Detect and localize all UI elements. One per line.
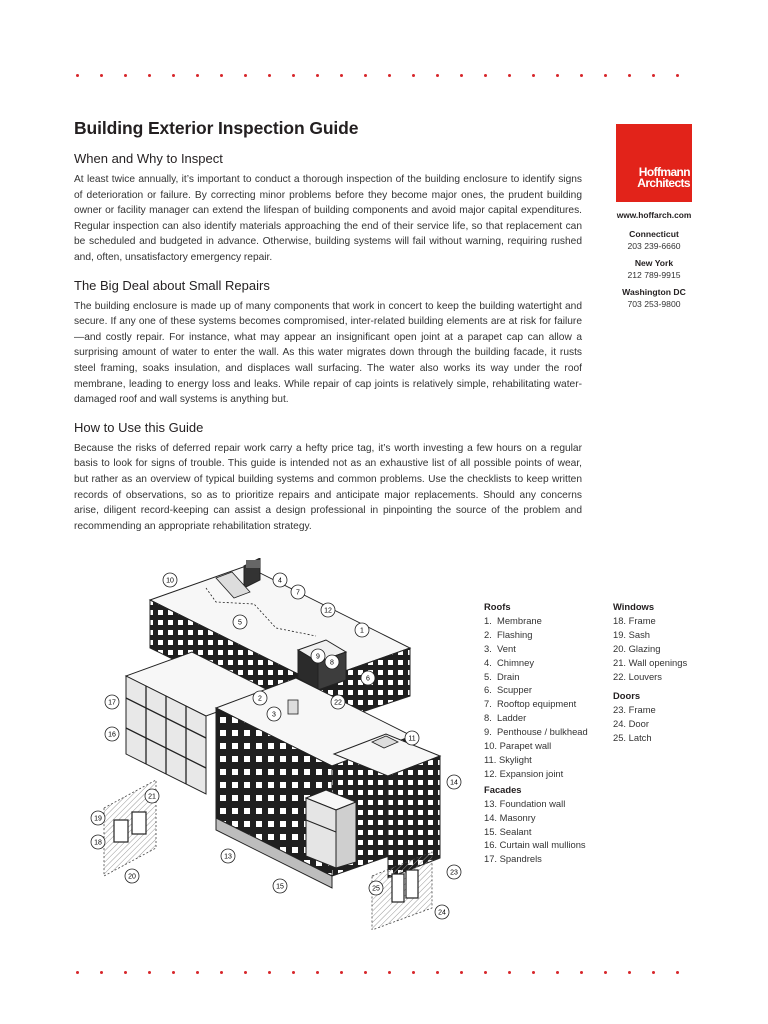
callout-label: 23 (450, 869, 458, 877)
callout-9 (311, 649, 325, 663)
entry-vestibule (306, 790, 356, 868)
dot (100, 971, 103, 974)
dot (364, 971, 367, 974)
callout-label: 8 (330, 659, 334, 667)
legend-item: 8. Ladder (484, 712, 527, 724)
hoffmann-architects-logo (616, 124, 692, 202)
callout-8 (325, 655, 339, 669)
legend-item: 25. Latch (613, 732, 652, 744)
dot (364, 74, 367, 77)
dot (652, 74, 655, 77)
legend-item: 11. Skylight (484, 753, 532, 765)
callout-label: 25 (372, 885, 380, 893)
callout-label: 4 (278, 577, 282, 585)
dot (628, 74, 631, 77)
legend-item: 23. Frame (613, 704, 656, 716)
dot (604, 74, 607, 77)
dot (460, 971, 463, 974)
callout-label: 13 (224, 853, 232, 861)
dot (388, 971, 391, 974)
dot (652, 971, 655, 974)
legend-item: 22. Louvers (613, 670, 662, 682)
callout-label: 14 (450, 779, 458, 787)
dot (292, 971, 295, 974)
callout-label: 10 (166, 577, 174, 585)
dot (196, 971, 199, 974)
legend-item: 15. Sealant (484, 825, 532, 837)
callout-12 (321, 603, 335, 617)
callout-label: 24 (438, 909, 446, 917)
callout-label: 20 (128, 873, 136, 881)
dot (316, 74, 319, 77)
dot (148, 971, 151, 974)
callout-15 (273, 879, 287, 893)
office-city: New York (634, 258, 674, 268)
callout-label: 15 (276, 883, 284, 891)
dot (436, 971, 439, 974)
dot (388, 74, 391, 77)
legend-list-doors (613, 703, 687, 745)
legend-item: 6. Scupper (484, 684, 532, 696)
dot (556, 971, 559, 974)
page-title: Building Exterior Inspection Guide (74, 118, 359, 138)
logo-line-2: Architects (637, 176, 690, 190)
dot (268, 971, 271, 974)
legend-item: 2. Flashing (484, 628, 533, 640)
legend-item: 13. Foundation wall (484, 797, 566, 809)
dot (220, 971, 223, 974)
dot (316, 971, 319, 974)
callout-16 (105, 727, 119, 741)
legend-list-roofs (484, 614, 588, 781)
callout-22 (331, 695, 345, 709)
office-city: Washington DC (622, 287, 686, 297)
callout-label: 9 (316, 653, 320, 661)
section-heading-when-why: When and Why to Inspect (74, 151, 223, 166)
dot (292, 74, 295, 77)
callout-label: 16 (108, 731, 116, 739)
office-phone: 703 253-9800 (627, 299, 681, 309)
dot (340, 74, 343, 77)
dot (508, 74, 511, 77)
callout-label: 3 (272, 711, 276, 719)
office-phone: 203 239-6660 (627, 241, 681, 251)
section-body-how-to-use: Because the risks of deferred repair work carry a hefty price tag, it’s worth investing a few hours on a regular basis to look for signs of trouble. This guide is intended not as an exhaustive list of all possible points of wear, but rather as an overview of typical building systems and common problems. Use the checklists to keep written records of observations, so as to prioritize repairs and anticipate major replacements. Should any concerns arise, diligent record-keeping can assist a design professional in pinpointing the source of the problem and recommending an appropriate rehabilitation strategy. (74, 442, 582, 532)
callout-11 (405, 731, 419, 745)
dot (172, 74, 175, 77)
legend-heading-facades: Facades (484, 783, 522, 795)
legend-item: 7. Rooftop equipment (484, 698, 577, 710)
callout-label: 7 (296, 589, 300, 597)
dot (124, 971, 127, 974)
callout-21 (145, 789, 159, 803)
section-heading-small-repairs: The Big Deal about Small Repairs (74, 277, 270, 293)
callout-label: 2 (258, 695, 262, 703)
dot (676, 971, 679, 974)
legend-item: 10. Parapet wall (484, 740, 552, 752)
dot (436, 74, 439, 77)
dot (244, 74, 247, 77)
legend-item: 19. Sash (613, 628, 651, 640)
website-link[interactable]: www.hoffarch.com (616, 210, 692, 220)
legend-windows-doors (613, 600, 687, 745)
legend-item: 1. Membrane (484, 614, 542, 626)
callout-24 (435, 905, 449, 919)
callout-label: 1 (360, 627, 364, 635)
legend-item: 20. Glazing (613, 642, 661, 654)
dot (604, 971, 607, 974)
callout-25 (369, 881, 383, 895)
section-body-small-repairs: The building enclosure is made up of many components that work in concert to keep the building watertight and secure. If any one of these systems becomes compromised, inter-related building elements are at risk for failure—and costly repair. For instance, what may appear an insignificant open joint at a parapet cap can allow a surprising amount of water to enter the wall. As this water migrates down through the building facade, it rusts steel framing, soaks insulation, and displaces wall surfacing. The water also works its way under the roof membrane, leading to energy loss and leaks. While repair of cap joints is relatively simple, rehabilitating water-damaged roof and wall systems is anything but. (74, 300, 582, 406)
dot (412, 971, 415, 974)
callout-4 (273, 573, 287, 587)
callout-3 (267, 707, 281, 721)
dot (580, 971, 583, 974)
callout-label: 12 (324, 607, 332, 615)
dot (124, 74, 127, 77)
callout-6 (361, 671, 375, 685)
callout-label: 11 (408, 735, 416, 743)
callout-7 (291, 585, 305, 599)
dot (244, 971, 247, 974)
legend-roofs-facades (484, 600, 588, 866)
legend-item: 5. Drain (484, 670, 520, 682)
dot (460, 74, 463, 77)
dot (484, 971, 487, 974)
callout-label: 17 (108, 699, 116, 707)
office-phone: 212 789-9915 (627, 270, 681, 280)
callout-13 (221, 849, 235, 863)
dot (412, 74, 415, 77)
callout-2 (253, 691, 267, 705)
callout-10 (163, 573, 177, 587)
callout-label: 18 (94, 839, 102, 847)
sidebar (612, 124, 696, 316)
logo-line-1: Hoffmann (638, 165, 690, 179)
decorative-dot-rule-bottom (76, 971, 696, 977)
callout-1 (355, 623, 369, 637)
legend-item: 21. Wall openings (613, 656, 688, 668)
legend-item: 16. Curtain wall mullions (484, 839, 586, 851)
building-illustration (86, 558, 474, 930)
office-new-york (612, 258, 696, 281)
legend-heading-roofs: Roofs (484, 601, 511, 612)
dot (532, 74, 535, 77)
callout-20 (125, 869, 139, 883)
office-city: Connecticut (629, 229, 679, 239)
legend-list-facades (484, 797, 588, 867)
legend-item: 24. Door (613, 718, 649, 730)
callout-23 (447, 865, 461, 879)
legend-list-windows (613, 614, 687, 684)
dot (100, 74, 103, 77)
callout-label: 22 (334, 699, 342, 707)
legend-item: 17. Spandrels (484, 853, 542, 865)
dot (340, 971, 343, 974)
dot (532, 971, 535, 974)
legend-heading-doors: Doors (613, 690, 641, 702)
dot (484, 74, 487, 77)
callout-label: 5 (238, 619, 242, 627)
dot (220, 74, 223, 77)
dot (268, 74, 271, 77)
callout-17 (105, 695, 119, 709)
legend-item: 14. Masonry (484, 811, 536, 823)
legend-item: 9. Penthouse / bulkhead (484, 726, 588, 738)
dot (508, 971, 511, 974)
dot (676, 74, 679, 77)
decorative-dot-rule-top (76, 74, 696, 80)
dot (556, 74, 559, 77)
legend-item: 18. Frame (613, 614, 656, 626)
callout-label: 6 (366, 675, 370, 683)
section-heading-how-to-use: How to Use this Guide (74, 419, 204, 435)
callout-18 (91, 835, 105, 849)
dot (580, 74, 583, 77)
office-connecticut (612, 229, 696, 252)
legend-item: 3. Vent (484, 642, 516, 654)
callout-label: 19 (94, 815, 102, 823)
legend-heading-windows: Windows (613, 601, 655, 612)
legend-item: 12. Expansion joint (484, 767, 564, 779)
office-washington-dc (612, 287, 696, 310)
callout-label: 21 (148, 793, 156, 801)
callout-14 (447, 775, 461, 789)
section-body-when-why: At least twice annually, it’s important to conduct a thorough inspection of the building enclosure to identify signs of deterioration or failure. By correcting minor problems before they become major ones, the prudent building owner or facility manager can extend the lifespan of building components and avoid major capital expenditures. Regular inspection can also identify materials approaching the end of their service life, so that replacement can be scheduled and budgeted in advance. Otherwise, building systems will fail without warning, requiring rushed and, often, unsatisfactory emergency repair. (74, 174, 582, 263)
dot (76, 971, 79, 974)
dot (628, 971, 631, 974)
callout-5 (233, 615, 247, 629)
dot (76, 74, 79, 77)
dot (172, 971, 175, 974)
legend-item: 4. Chimney (484, 656, 535, 668)
dot (196, 74, 199, 77)
callout-19 (91, 811, 105, 825)
dot (148, 74, 151, 77)
main-column (74, 118, 582, 546)
